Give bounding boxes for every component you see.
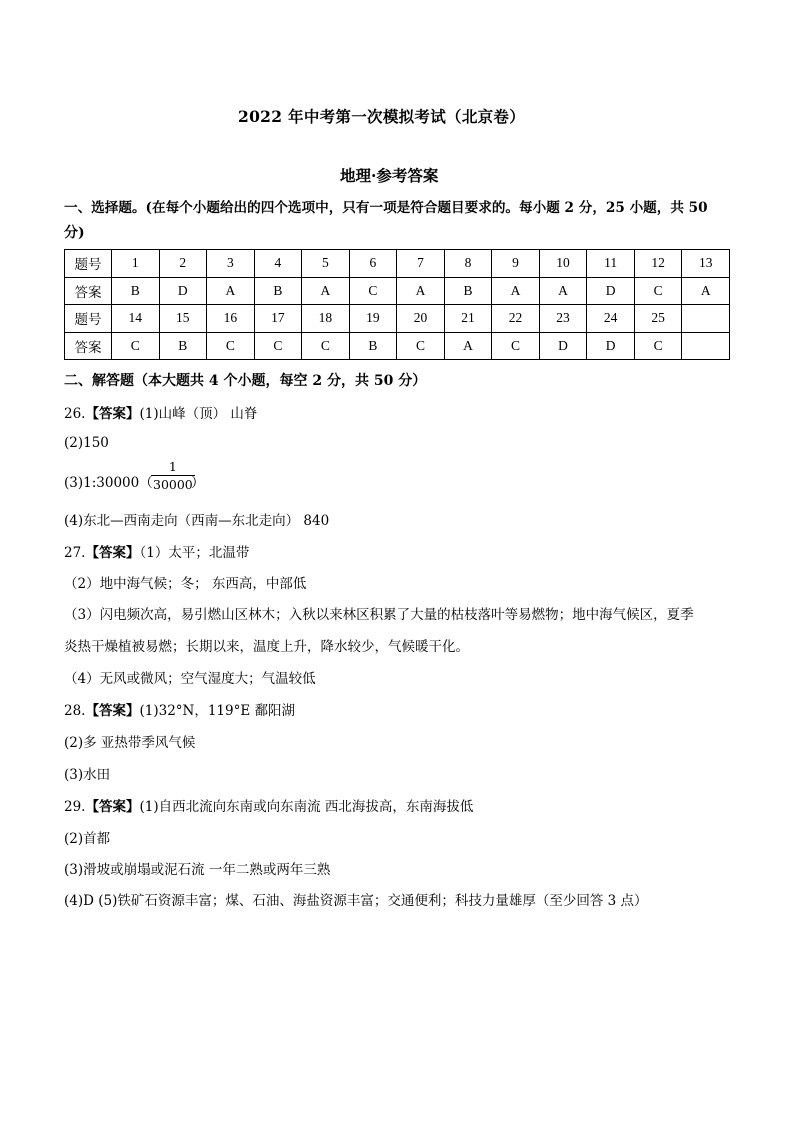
- table-row: [65, 250, 730, 278]
- answer-tag: 【答案】: [85, 799, 140, 815]
- q29-line3: (3)滑坡或崩塌或泥石流 一年二熟或两年三熟: [64, 862, 331, 878]
- table-cell: 22: [492, 305, 540, 333]
- table-cell: 答案: [65, 277, 112, 305]
- table-cell: B: [444, 277, 492, 305]
- table-cell: 25: [634, 305, 682, 333]
- q28-line3: (3)水田: [64, 767, 111, 783]
- q26-line2: (2)150: [64, 435, 109, 451]
- q26-number: 26.: [64, 406, 86, 422]
- q29-answer-1: (1)自西北流向东南或向东南流 西北海拔高，东南海拔低: [139, 799, 474, 815]
- table-cell: C: [302, 332, 350, 360]
- table-cell: A: [302, 277, 350, 305]
- table-cell: 题号: [65, 305, 112, 333]
- table-cell: [682, 305, 730, 333]
- q27-answer-1: （1）太平；北温带: [139, 545, 250, 561]
- table-cell: B: [349, 332, 397, 360]
- table-cell: D: [539, 332, 587, 360]
- table-row: [65, 277, 730, 305]
- table-cell: 9: [492, 250, 540, 278]
- table-cell: C: [634, 332, 682, 360]
- q27-line2: （2）地中海气候；冬； 东西高，中部低: [64, 576, 307, 592]
- table-cell: D: [587, 277, 635, 305]
- table-cell: A: [397, 277, 445, 305]
- answer-tag: 【答案】: [85, 545, 140, 561]
- page-title: 2022 年中考第一次模拟考试（北京卷）: [238, 107, 526, 126]
- table-cell: C: [397, 332, 445, 360]
- answer-tag: 【答案】: [85, 406, 140, 422]
- q29-line4: (4)D (5)铁矿石资源丰富；煤、石油、海盐资源丰富；交通便利；科技力量雄厚（至少回答 3 点）: [64, 893, 648, 909]
- table-cell: 4: [254, 250, 302, 278]
- answer-tag: 【答案】: [85, 703, 140, 719]
- table-cell: D: [159, 277, 207, 305]
- table-cell: 答案: [65, 332, 112, 360]
- section1-heading-cont: 分): [64, 225, 85, 241]
- table-cell: D: [587, 332, 635, 360]
- q26-answer-1: (1)山峰（顶） 山脊: [139, 406, 258, 422]
- table-cell: 20: [397, 305, 445, 333]
- q27-line4: 炎热干燥植被易燃；长期以来，温度上升，降水较少，气候暖干化。: [64, 639, 469, 655]
- section1-heading: 一、选择题。(在每个小题给出的四个选项中，只有一项是符合题目要求的。每小题 2 分，25 小题，共 50: [64, 200, 708, 216]
- table-cell: 题号: [65, 250, 112, 278]
- page-subtitle: 地理·参考答案: [340, 166, 439, 185]
- table-cell: 16: [207, 305, 255, 333]
- fraction-numerator: 1: [168, 459, 177, 474]
- table-cell: A: [682, 277, 730, 305]
- answer-table: [64, 249, 730, 360]
- q29-number: 29.: [64, 799, 86, 815]
- table-cell: 17: [254, 305, 302, 333]
- table-cell: 24: [587, 305, 635, 333]
- q27-line1: [64, 541, 249, 561]
- q29-line1: [64, 795, 473, 815]
- q28-number: 28.: [64, 703, 86, 719]
- table-cell: 19: [349, 305, 397, 333]
- table-cell: 13: [682, 250, 730, 278]
- table-cell: C: [634, 277, 682, 305]
- q28-answer-1: (1)32°N，119°E 鄱阳湖: [139, 703, 296, 719]
- fraction-bar: [151, 475, 195, 476]
- q27-line5: （4）无风或微风；空气湿度大；气温较低: [64, 671, 316, 687]
- q26-line1: [64, 402, 257, 422]
- table-cell: B: [112, 277, 160, 305]
- table-cell: 2: [159, 250, 207, 278]
- table-cell: C: [254, 332, 302, 360]
- q26-line4: (4)东北—西南走向（西南—东北走向） 840: [64, 513, 330, 529]
- table-cell: A: [207, 277, 255, 305]
- table-cell: A: [492, 277, 540, 305]
- table-cell: 18: [302, 305, 350, 333]
- q27-number: 27.: [64, 545, 86, 561]
- table-cell: A: [539, 277, 587, 305]
- table-cell: 21: [444, 305, 492, 333]
- table-cell: B: [159, 332, 207, 360]
- table-cell: 15: [159, 305, 207, 333]
- table-cell: A: [444, 332, 492, 360]
- table-cell: C: [207, 332, 255, 360]
- table-cell: B: [254, 277, 302, 305]
- table-cell: 1: [112, 250, 160, 278]
- table-cell: [682, 332, 730, 360]
- section2-heading: 二、解答题（本大题共 4 个小题，每空 2 分，共 50 分）: [64, 373, 427, 389]
- scale-fraction: [151, 459, 195, 492]
- table-cell: 8: [444, 250, 492, 278]
- table-cell: 12: [634, 250, 682, 278]
- table-row: [65, 332, 730, 360]
- q28-line1: [64, 699, 295, 719]
- table-cell: 10: [539, 250, 587, 278]
- table-cell: 6: [349, 250, 397, 278]
- q27-line3: （3）闪电频次高，易引燃山区林木；入秋以来林区积累了大量的枯枝落叶等易燃物；地中海气候区，夏季: [64, 607, 694, 623]
- fraction-denominator: 30000: [153, 477, 193, 492]
- table-cell: 23: [539, 305, 587, 333]
- table-cell: C: [112, 332, 160, 360]
- q28-line2: (2)多 亚热带季风气候: [64, 735, 196, 751]
- q26-line3: (3)1:30000（: [64, 475, 153, 491]
- q29-line2: (2)首都: [64, 831, 111, 847]
- table-cell: C: [492, 332, 540, 360]
- table-cell: 3: [207, 250, 255, 278]
- table-cell: C: [349, 277, 397, 305]
- table-row: [65, 305, 730, 333]
- table-cell: 11: [587, 250, 635, 278]
- table-cell: 14: [112, 305, 160, 333]
- q26-line3-close: ）: [191, 475, 205, 491]
- table-cell: 5: [302, 250, 350, 278]
- table-cell: 7: [397, 250, 445, 278]
